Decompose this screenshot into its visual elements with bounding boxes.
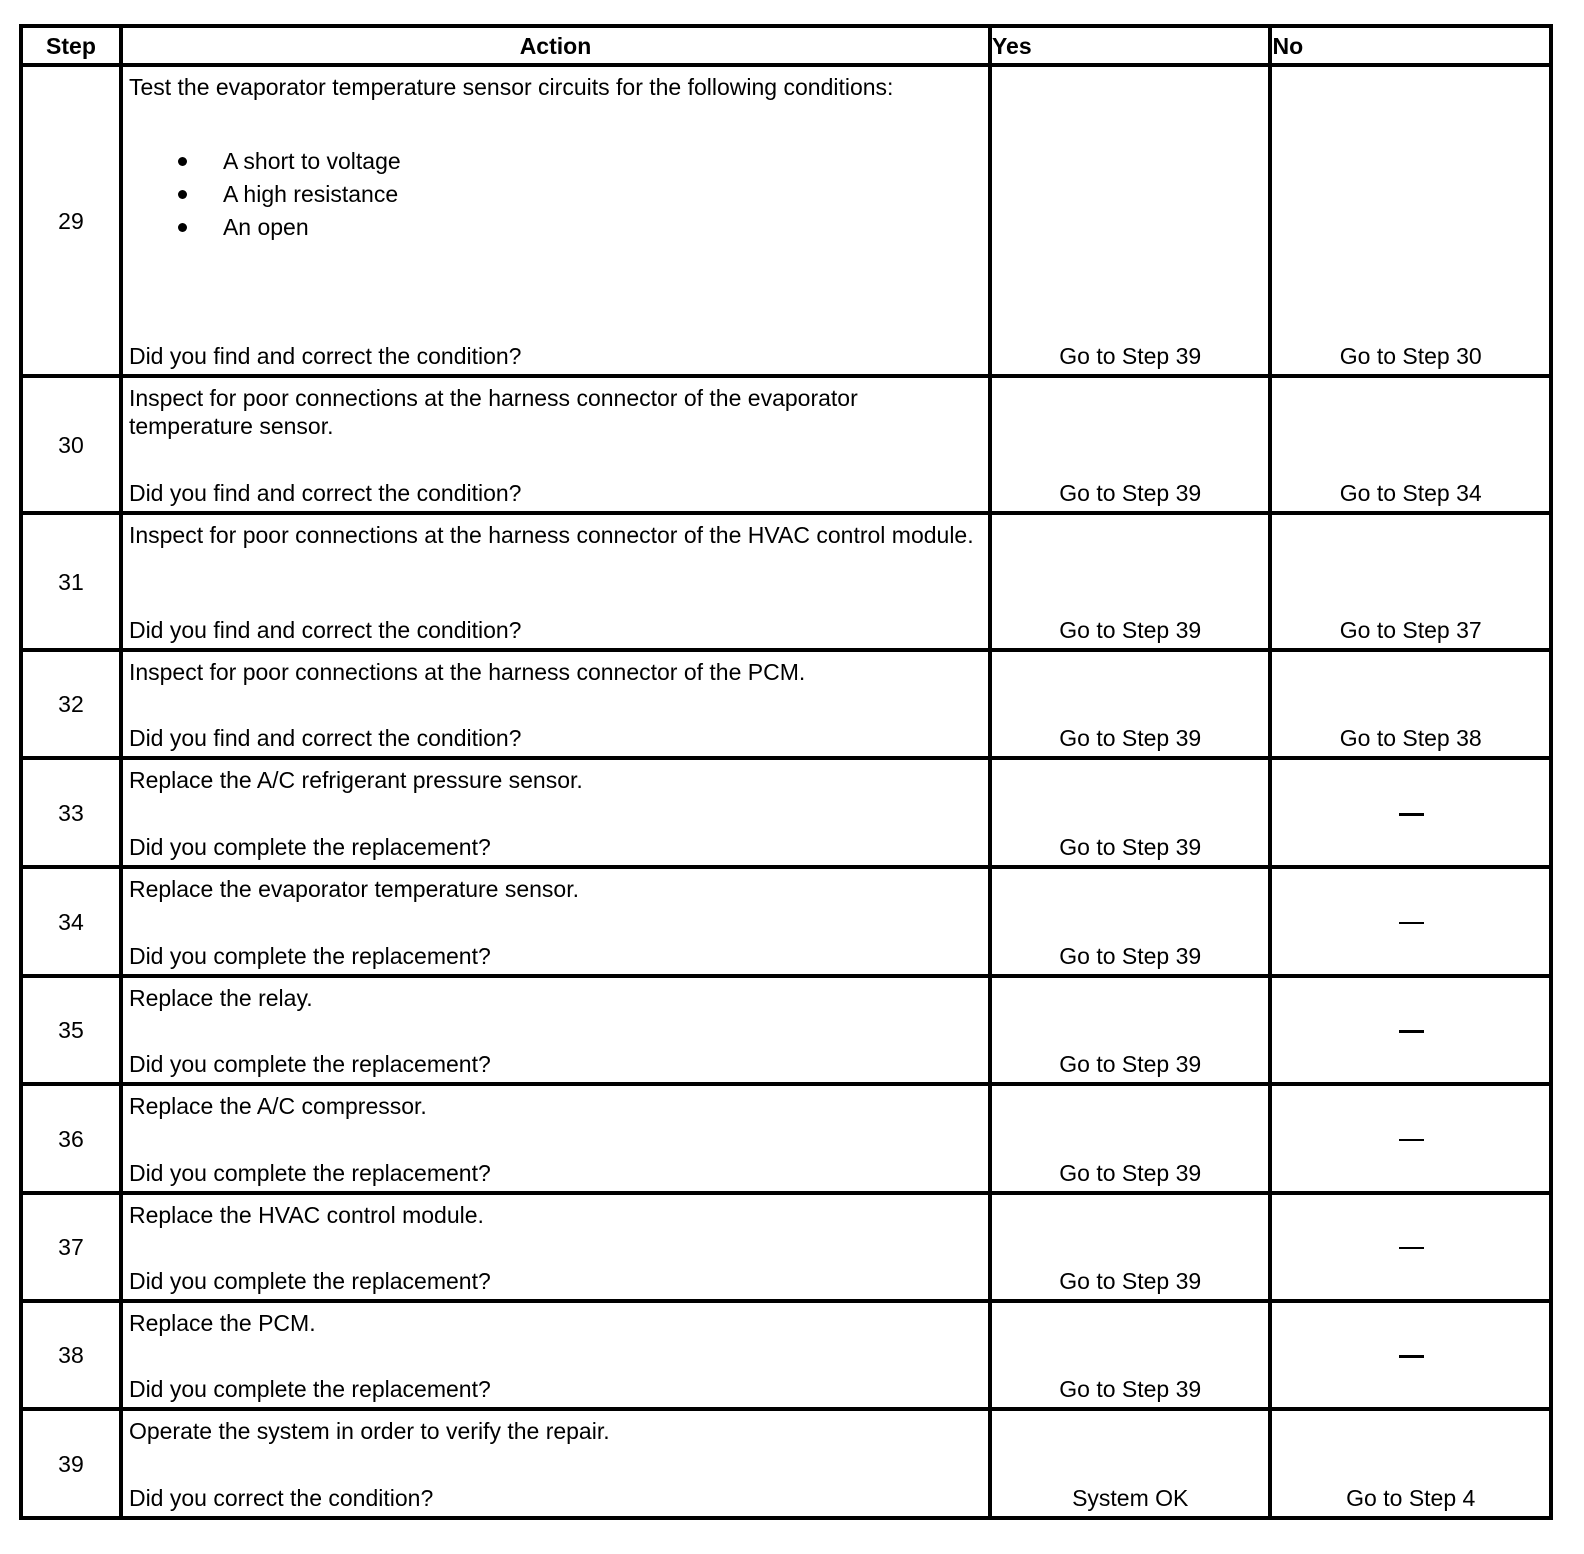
list-item [123,211,988,244]
no-cell [1270,650,1551,758]
action-question: Did you complete the replacement? [128,1376,491,1402]
no-cell [1270,1301,1551,1409]
yes-cell [990,1193,1271,1301]
action-text: Inspect for poor connections at the harness connector of the evaporator temperature sensor. [128,385,858,439]
table-row [21,758,1551,867]
no-cell [1270,1084,1551,1193]
action-text: Operate the system in order to verify the repair. [128,1418,610,1444]
step-number: 32 [21,650,121,758]
action-question: Did you complete the replacement? [128,1160,491,1186]
yes-result: Go to Step 39 [1059,834,1202,860]
yes-result: Go to Step 39 [1059,1051,1202,1077]
action-question: Did you find and correct the condition? [128,725,522,751]
step-number: 29 [21,65,121,376]
header-yes: Yes [990,26,1271,65]
no-result: Go to Step 30 [1339,343,1482,369]
no-cell [1270,513,1551,650]
action-text: Replace the relay. [128,985,313,1011]
action-cell [121,867,990,976]
action-cell [121,65,990,376]
step-number: 31 [21,513,121,650]
no-cell [1270,976,1551,1084]
condition-text: A short to voltage [222,148,401,174]
yes-result: Go to Step 39 [1059,725,1202,751]
yes-cell [990,976,1271,1084]
yes-cell [990,1409,1271,1518]
step-number: 37 [21,1193,121,1301]
yes-result: Go to Step 39 [1059,343,1202,369]
step-number: 30 [21,376,121,513]
step-number: 39 [21,1409,121,1518]
action-cell [121,1084,990,1193]
action-text: Replace the HVAC control module. [128,1202,484,1228]
action-question: Did you complete the replacement? [128,1268,491,1294]
yes-cell [990,758,1271,867]
step-number: 33 [21,758,121,867]
list-item [123,178,988,211]
action-text: Replace the A/C compressor. [128,1093,427,1119]
step-number: 35 [21,976,121,1084]
em-dash-no-result [1399,1355,1424,1358]
yes-cell [990,650,1271,758]
table-row [21,1084,1551,1193]
action-cell [121,758,990,867]
yes-cell [990,867,1271,976]
no-cell [1270,376,1551,513]
condition-text: A high resistance [222,181,399,207]
yes-cell [990,376,1271,513]
action-question: Did you find and correct the condition? [128,617,522,643]
em-dash-no-result [1399,1139,1424,1141]
header-step: Step [21,26,121,65]
step-number: 38 [21,1301,121,1409]
action-question: Did you find and correct the condition? [128,480,522,506]
list-item [123,145,988,178]
yes-result: System OK [1072,1485,1189,1511]
em-dash-no-result [1399,1247,1424,1249]
no-cell [1270,1193,1551,1301]
no-cell [1270,1409,1551,1518]
diagnostic-steps-table [19,24,1553,1520]
action-cell [121,376,990,513]
bullet-icon [178,190,187,199]
action-text: Inspect for poor connections at the harness connector of the PCM. [128,659,806,685]
table-header-row [21,26,1551,65]
header-no: No [1270,26,1551,65]
yes-result: Go to Step 39 [1059,943,1202,969]
action-text: Replace the evaporator temperature sensor. [128,876,579,902]
table-row [21,1301,1551,1409]
no-result: Go to Step 34 [1339,480,1482,506]
yes-cell [990,1084,1271,1193]
action-cell [121,1409,990,1518]
em-dash-no-result [1399,1030,1424,1033]
no-cell [1270,758,1551,867]
no-result: Go to Step 4 [1346,1485,1476,1511]
no-cell [1270,867,1551,976]
yes-result: Go to Step 39 [1059,1376,1202,1402]
action-question: Did you complete the replacement? [128,834,491,860]
step-number: 36 [21,1084,121,1193]
yes-result: Go to Step 39 [1059,617,1202,643]
yes-result: Go to Step 39 [1059,480,1202,506]
action-text: Replace the PCM. [128,1310,316,1336]
bullet-icon [178,157,187,166]
yes-result: Go to Step 39 [1059,1160,1202,1186]
em-dash-no-result [1399,922,1424,924]
step-number: 34 [21,867,121,976]
bullet-icon [178,223,187,232]
action-text: Replace the A/C refrigerant pressure sensor. [128,767,583,793]
table-row [21,650,1551,758]
action-question: Did you find and correct the condition? [128,343,522,369]
action-question: Did you correct the condition? [128,1485,434,1511]
table-row [21,1193,1551,1301]
header-action: Action [121,26,990,65]
action-question: Did you complete the replacement? [128,943,491,969]
table-row [21,376,1551,513]
action-cell [121,1193,990,1301]
table-row [21,513,1551,650]
action-cell [121,650,990,758]
yes-result: Go to Step 39 [1059,1268,1202,1294]
action-cell [121,513,990,650]
no-cell [1270,65,1551,376]
action-cell [121,976,990,1084]
yes-cell [990,65,1271,376]
yes-cell [990,513,1271,650]
table-row [21,867,1551,976]
action-cell [121,1301,990,1409]
em-dash-no-result [1399,813,1424,816]
no-result: Go to Step 37 [1339,617,1482,643]
action-question: Did you complete the replacement? [128,1051,491,1077]
yes-cell [990,1301,1271,1409]
conditions-list [123,145,988,244]
no-result: Go to Step 38 [1339,725,1482,751]
action-text: Inspect for poor connections at the harness connector of the HVAC control module. [128,522,974,548]
table-row [21,1409,1551,1518]
table-row [21,65,1551,376]
action-text: Test the evaporator temperature sensor circuits for the following conditions: [128,74,894,100]
table-row [21,976,1551,1084]
condition-text: An open [222,214,309,240]
